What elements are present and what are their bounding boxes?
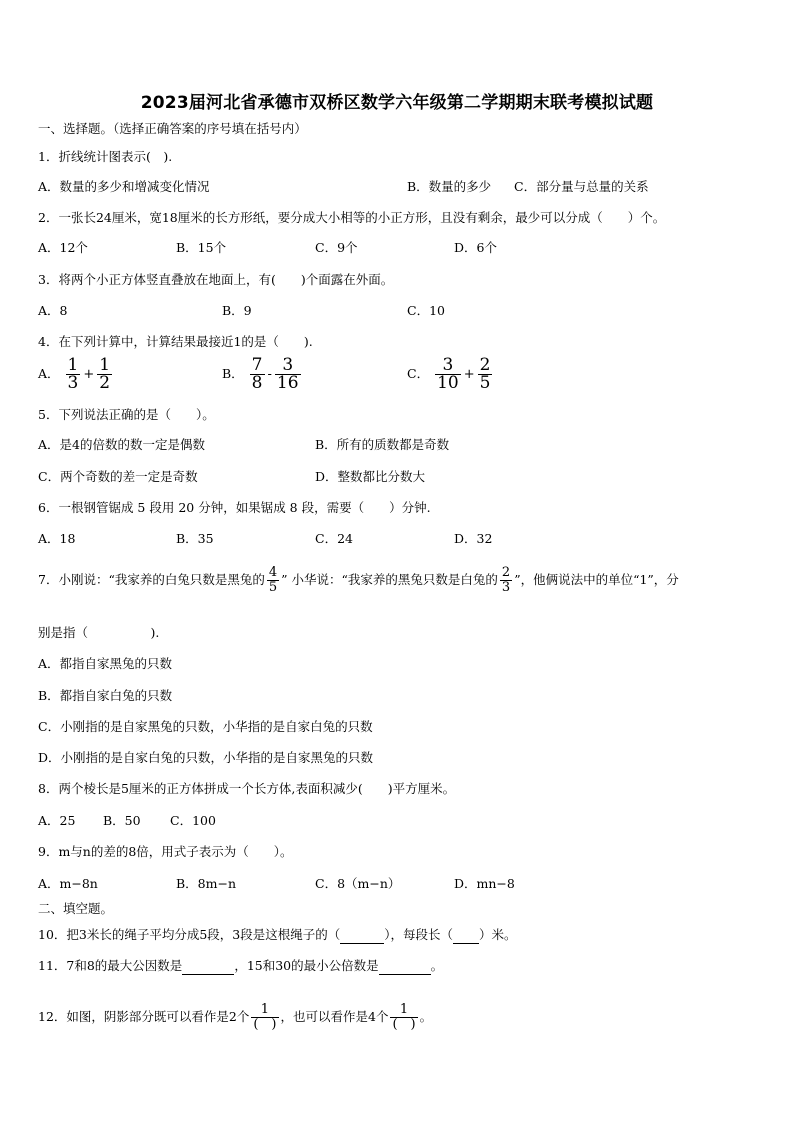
q4-stem: 4．在下列计算中，计算结果最接近1的是（ ). (38, 334, 313, 349)
q7-option-c: C．小刚指的是自家黑兔的只数，小华指的是自家白兔的只数 (38, 719, 373, 734)
section-fill-heading: 二、填空题。 (38, 901, 114, 916)
q6-option-a: A．18 (38, 531, 76, 546)
q4-c-label: C． (407, 366, 430, 381)
q4-b-label: B． (222, 366, 244, 381)
q2-option-d: D．6个 (454, 240, 497, 255)
q8-stem: 8．两个棱长是5厘米的正方体拼成一个长方体,表面积减少( )平方厘米。 (38, 781, 456, 796)
q4-option-b: B． $\frac{7}{8}$ - $\frac{3}{16}$ (222, 355, 299, 393)
q7-option-d: D．小刚指的是自家白兔的只数，小华指的是自家黑兔的只数 (38, 750, 374, 765)
fraction: $\frac{1}{( )}$ (392, 1002, 416, 1032)
q7-stem: 7．小刚说：“我家养的白兔只数是黑兔的 $\frac{4}{5}$ ” 小华说：“我家养的黑兔只数是白兔的 $\frac{2}{3}$ ”，他俩说法中的单位“1”，分 (38, 565, 679, 595)
q4-option-a: A． $\frac{1}{3}$ + $\frac{1}{2}$ (38, 355, 111, 393)
q5-option-d: D．整数都比分数大 (315, 469, 426, 484)
q9-option-b: B．8m−n (176, 876, 237, 891)
q1-option-a: A．数量的多少和增减变化情况 (38, 179, 210, 194)
q2-stem: 2．一张长24厘米，宽18厘米的长方形纸，要分成大小相等的小正方形，且没有剩余，最少可以分成（ ）个。 (38, 210, 666, 225)
page-title: 2023届河北省承德市双桥区数学六年级第二学期期末联考模拟试题 (140, 93, 654, 113)
q1-stem: 1．折线统计图表示( ). (38, 149, 173, 164)
q9-option-a: A．m−8n (38, 876, 98, 891)
answer-blank[interactable] (379, 958, 431, 975)
q9-stem: 9．m与n的差的8倍，用式子表示为（ ）。 (38, 844, 293, 859)
q3-option-a: A．8 (38, 303, 68, 318)
q2-option-a: A．12个 (38, 240, 88, 255)
q3-stem: 3．将两个小正方体竖直叠放在地面上，有( )个面露在外面。 (38, 272, 394, 287)
q4-option-c: C． $\frac{3}{10}$ + $\frac{2}{5}$ (407, 355, 491, 393)
q4-a-label: A． (38, 366, 60, 381)
q5-option-a: A．是4的倍数的数一定是偶数 (38, 437, 205, 452)
q6-option-d: D．32 (454, 531, 493, 546)
q11-stem: 11．7和8的最大公因数是 ，15和30的最小公倍数是 。 (38, 958, 444, 973)
fraction: $\frac{3}{10}$ (437, 355, 459, 393)
q5-option-c: C．两个奇数的差一定是奇数 (38, 469, 198, 484)
answer-blank[interactable] (453, 927, 479, 944)
q12-stem: 12．如图，阴影部分既可以看作是2个 $\frac{1}{( )}$ ，也可以看作是4个 $\frac{1}{( )}$ 。 (38, 1002, 433, 1032)
q9-option-c: C．8（m−n） (315, 876, 401, 891)
answer-blank[interactable] (182, 958, 234, 975)
q8-option-a: A．25 (38, 813, 76, 828)
q6-option-b: B．35 (176, 531, 214, 546)
fraction: $\frac{4}{5}$ (268, 565, 278, 595)
q8-option-c: C．100 (170, 813, 216, 828)
fraction: $\frac{1}{( )}$ (253, 1002, 277, 1032)
q7-option-b: B．都指自家白兔的只数 (38, 688, 173, 703)
q2-option-c: C．9个 (315, 240, 358, 255)
q1-option-b: B．数量的多少 (407, 179, 492, 194)
answer-blank[interactable] (340, 927, 384, 944)
q6-option-c: C．24 (315, 531, 353, 546)
q5-stem: 5．下列说法正确的是（ ）。 (38, 407, 215, 422)
q7-stem-line2: 别是指（ ). (38, 625, 160, 640)
q7-option-a: A．都指自家黑兔的只数 (38, 656, 173, 671)
fraction: $\frac{3}{16}$ (276, 355, 299, 393)
q3-option-c: C．10 (407, 303, 445, 318)
q2-option-b: B．15个 (176, 240, 227, 255)
fraction: $\frac{2}{3}$ (501, 565, 511, 595)
q10-stem: 10．把3米长的绳子平均分成5段，3段是这根绳子的（ ），每段长（ ）米。 (38, 927, 517, 942)
fraction: $\frac{1}{3}$ (67, 355, 79, 393)
fraction: $\frac{7}{8}$ (251, 355, 263, 393)
q1-option-c: C．部分量与总量的关系 (514, 179, 649, 194)
fraction: $\frac{2}{5}$ (479, 355, 491, 393)
section-choice-heading: 一、选择题。（选择正确答案的序号填在括号内） (38, 121, 307, 136)
q5-option-b: B．所有的质数都是奇数 (315, 437, 450, 452)
q9-option-d: D．mn−8 (454, 876, 515, 891)
q3-option-b: B．9 (222, 303, 252, 318)
q6-stem: 6．一根钢管锯成 5 段用 20 分钟，如果锯成 8 段，需要（ ）分钟. (38, 500, 431, 515)
q8-option-b: B．50 (103, 813, 141, 828)
fraction: $\frac{1}{2}$ (99, 355, 111, 393)
